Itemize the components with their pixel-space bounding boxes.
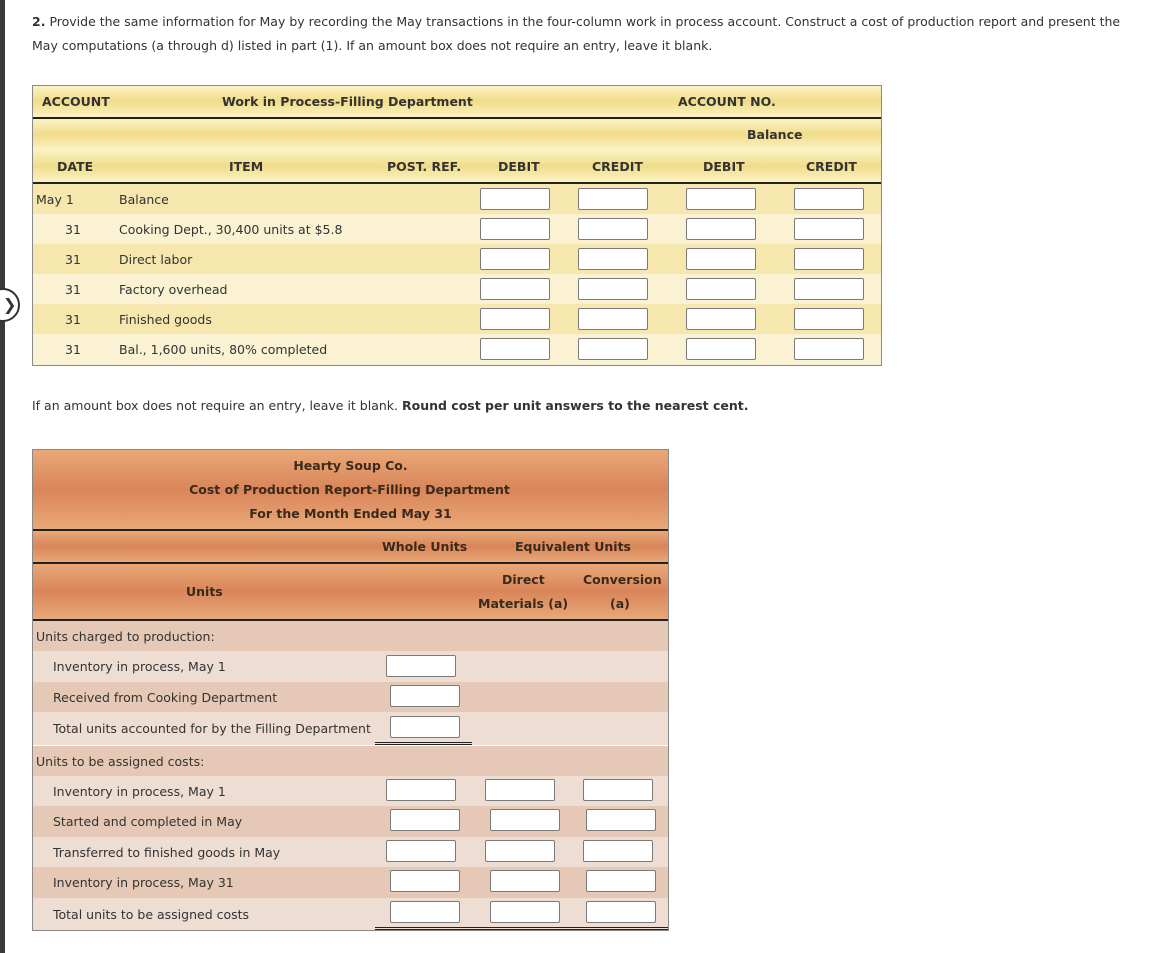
report-row [33, 867, 668, 898]
row-date: 31 [65, 342, 81, 357]
ledger-row [33, 214, 881, 244]
debit-input[interactable] [480, 308, 550, 330]
balance-credit-input[interactable] [794, 218, 864, 240]
direct-materials-line1: Direct [502, 572, 545, 587]
row-label: Transferred to finished goods in May [53, 845, 281, 860]
row-label: Total units to be assigned costs [53, 907, 250, 922]
direct-materials-input[interactable] [490, 870, 560, 892]
ledger-row [33, 244, 881, 274]
row-date: 31 [65, 282, 81, 297]
conversion-input[interactable] [586, 870, 656, 892]
rounding-note [32, 398, 749, 413]
left-edge-bar [0, 0, 5, 953]
conversion-input[interactable] [586, 809, 656, 831]
report-title-block [33, 450, 668, 529]
col-debit: DEBIT [498, 159, 540, 174]
col-credit: CREDIT [592, 159, 643, 174]
row-item: Finished goods [119, 312, 212, 327]
balance-debit-input[interactable] [686, 218, 756, 240]
report-period: For the Month Ended May 31 [249, 506, 452, 521]
row-label: Inventory in process, May 1 [53, 659, 226, 674]
debit-input[interactable] [480, 278, 550, 300]
row-item: Cooking Dept., 30,400 units at $5.8 [119, 222, 343, 237]
whole-units-input[interactable] [390, 870, 460, 892]
instructions [32, 10, 1132, 58]
whole-units-input[interactable] [390, 809, 460, 831]
conversion-input[interactable] [586, 901, 656, 923]
section-heading [33, 746, 668, 776]
col-post-ref: POST. REF. [387, 159, 462, 174]
cost-of-production-report [32, 449, 669, 931]
col-balance-debit: DEBIT [703, 159, 745, 174]
debit-input[interactable] [480, 188, 550, 210]
conversion-input[interactable] [583, 840, 653, 862]
row-label: Inventory in process, May 31 [53, 875, 234, 890]
row-date: 31 [65, 312, 81, 327]
row-label: Inventory in process, May 1 [53, 784, 226, 799]
chevron-right-icon: ❯ [3, 295, 17, 314]
report-title: Cost of Production Report-Filling Department [189, 482, 510, 497]
ledger-row [33, 274, 881, 304]
report-row [33, 651, 668, 682]
ledger-account-header [33, 86, 881, 117]
row-date: 31 [65, 252, 81, 267]
note-plain: If an amount box does not require an entry, leave it blank. [32, 398, 398, 413]
report-row [33, 776, 668, 806]
balance-debit-input[interactable] [686, 248, 756, 270]
credit-input[interactable] [578, 218, 648, 240]
total-rule [375, 927, 668, 928]
direct-materials-line2: Materials (a) [478, 596, 569, 611]
conversion-input[interactable] [583, 779, 653, 801]
direct-materials-input[interactable] [485, 779, 555, 801]
subcolumn-header [33, 564, 668, 619]
col-balance-credit: CREDIT [806, 159, 857, 174]
total-rule [375, 742, 472, 743]
whole-units-input[interactable] [386, 779, 456, 801]
report-row [33, 682, 668, 712]
work-in-process-ledger [32, 85, 882, 366]
balance-credit-input[interactable] [794, 338, 864, 360]
whole-units-input[interactable] [386, 840, 456, 862]
row-label: Started and completed in May [53, 814, 243, 829]
section1-label: Units charged to production: [36, 629, 215, 644]
whole-units-input[interactable] [390, 716, 460, 738]
account-label: ACCOUNT [42, 94, 110, 109]
note-bold: Round cost per unit answers to the nearest cent. [401, 398, 749, 413]
balance-label: Balance [747, 127, 803, 142]
report-row [33, 806, 668, 837]
ledger-row [33, 304, 881, 334]
credit-input[interactable] [578, 248, 648, 270]
ledger-row [33, 184, 881, 214]
row-item: Direct labor [119, 252, 193, 267]
total-rule [375, 929, 668, 930]
row-label: Total units accounted for by the Filling Department [53, 721, 371, 736]
row-item: Factory overhead [119, 282, 228, 297]
credit-input[interactable] [578, 338, 648, 360]
balance-credit-input[interactable] [794, 308, 864, 330]
credit-input[interactable] [578, 308, 648, 330]
account-no-label: ACCOUNT NO. [678, 94, 776, 109]
report-row [33, 898, 668, 930]
balance-debit-input[interactable] [686, 278, 756, 300]
total-rule [375, 744, 472, 745]
units-header [33, 531, 668, 562]
conversion-line1: Conversion [583, 572, 662, 587]
ledger-column-header [33, 150, 881, 182]
row-item: Balance [119, 192, 169, 207]
report-row [33, 712, 668, 745]
whole-units-label: Whole Units [382, 539, 468, 554]
row-item: Bal., 1,600 units, 80% completed [119, 342, 328, 357]
credit-input[interactable] [578, 188, 648, 210]
section2-label: Units to be assigned costs: [36, 754, 205, 769]
direct-materials-input[interactable] [490, 809, 560, 831]
expand-nav-button[interactable] [0, 288, 20, 322]
question-number: 2. [32, 14, 46, 29]
ledger-row [33, 334, 881, 365]
whole-units-input[interactable] [390, 901, 460, 923]
debit-input[interactable] [480, 218, 550, 240]
row-date: 31 [65, 222, 81, 237]
balance-credit-input[interactable] [794, 188, 864, 210]
balance-credit-input[interactable] [794, 278, 864, 300]
section-heading [33, 621, 668, 651]
conversion-line2: (a) [610, 596, 630, 611]
equivalent-units-label: Equivalent Units [515, 539, 631, 554]
direct-materials-input[interactable] [490, 901, 560, 923]
account-name: Work in Process-Filling Department [222, 94, 473, 109]
balance-debit-input[interactable] [686, 338, 756, 360]
row-date: May 1 [36, 192, 74, 207]
balance-credit-input[interactable] [794, 248, 864, 270]
balance-debit-input[interactable] [686, 308, 756, 330]
report-row [33, 837, 668, 867]
direct-materials-input[interactable] [485, 840, 555, 862]
instructions-text: Provide the same information for May by recording the May transactions in the four-column work in process account. Construct a cost of production report and present the May computations (a through d) listed in part (1). If an amount box does not require an entry, leave it blank. [32, 14, 1121, 53]
units-label: Units [186, 584, 223, 599]
company-name: Hearty Soup Co. [293, 458, 408, 473]
debit-input[interactable] [480, 248, 550, 270]
col-item: ITEM [229, 159, 264, 174]
row-label: Received from Cooking Department [53, 690, 278, 705]
credit-input[interactable] [578, 278, 648, 300]
col-date: DATE [57, 159, 94, 174]
whole-units-input[interactable] [390, 685, 460, 707]
whole-units-input[interactable] [386, 655, 456, 677]
balance-header [33, 119, 881, 150]
debit-input[interactable] [480, 338, 550, 360]
balance-debit-input[interactable] [686, 188, 756, 210]
